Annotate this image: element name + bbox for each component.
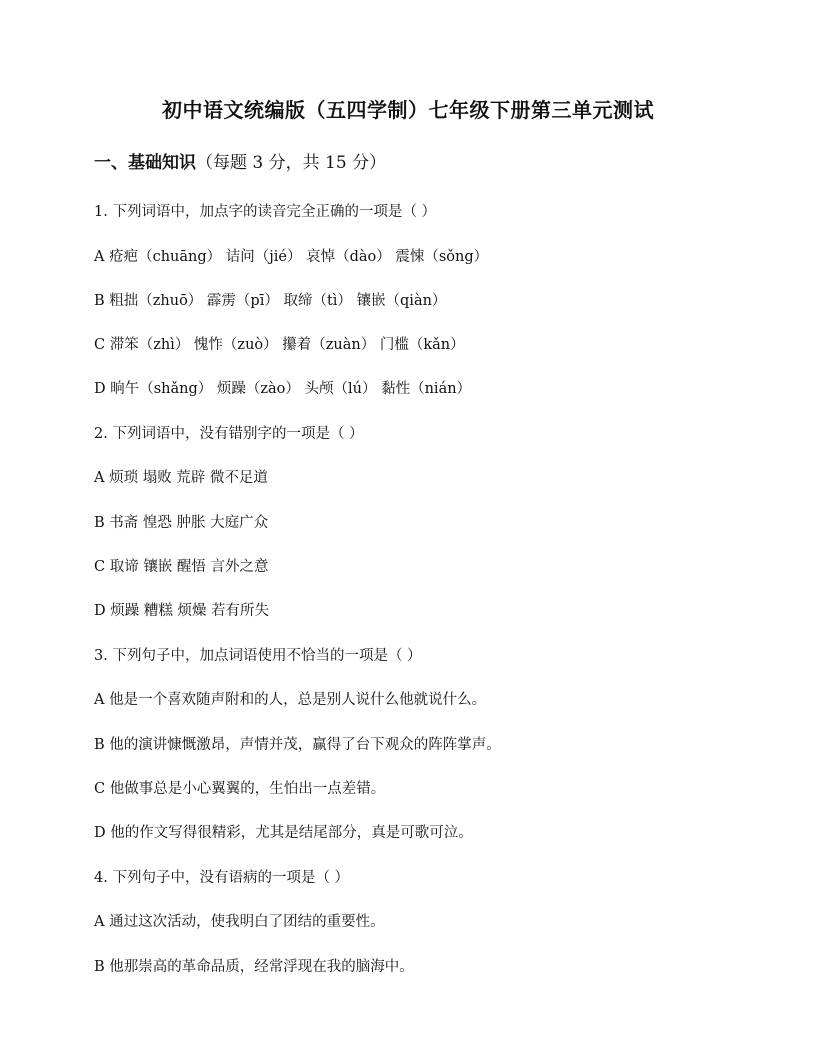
section-heading	[94, 148, 386, 173]
question-4-option-b: B 他那崇高的革命品质，经常浮现在我的脑海中。	[94, 959, 414, 975]
question-1-option-d: D 晌午（shǎng） 烦躁（zào） 头颅（lú） 黏性（nián）	[94, 381, 472, 397]
question-2-option-b: B 书斋 惶恐 肿胀 大庭广众	[94, 515, 269, 531]
question-2-option-d: D 烦躁 糟糕 烦燥 若有所失	[94, 603, 270, 619]
document-title: 初中语文统编版（五四学制）七年级下册第三单元测试	[162, 98, 654, 122]
section-heading-label: 一、基础知识	[94, 153, 196, 173]
question-3-option-b: B 他的演讲慷慨激昂，声情并茂，赢得了台下观众的阵阵掌声。	[94, 737, 501, 753]
question-1-stem: 1. 下列词语中，加点字的读音完全正确的一项是（ ）	[94, 204, 437, 220]
question-2-stem: 2. 下列词语中，没有错别字的一项是（ ）	[94, 426, 364, 442]
question-1-option-c: C 滞笨（zhì） 愧怍（zuò） 攥着（zuàn） 门槛（kǎn）	[94, 337, 465, 353]
question-4-option-a: A 通过这次活动，使我明白了团结的重要性。	[94, 914, 385, 930]
question-3-stem: 3. 下列句子中，加点词语使用不恰当的一项是（ ）	[94, 648, 422, 664]
section-heading-score-note: （每题 3 分，共 15 分）	[196, 153, 387, 173]
question-1-option-b: B 粗拙（zhuō） 霹雳（pī） 取缔（tì） 镶嵌（qiàn）	[94, 293, 447, 309]
question-3-option-d: D 他的作文写得很精彩，尤其是结尾部分，真是可歌可泣。	[94, 825, 473, 841]
question-1-option-a: A 疮疤（chuāng） 诘问（jié） 哀悼（dào） 震悚（sǒng）	[94, 249, 489, 265]
question-4-stem: 4. 下列句子中，没有语病的一项是（ ）	[94, 870, 350, 886]
question-2-option-a: A 烦琐 塌败 荒辟 微不足道	[94, 470, 268, 486]
question-3-option-c: C 他做事总是小心翼翼的，生怕出一点差错。	[94, 781, 386, 797]
question-3-option-a: A 他是一个喜欢随声附和的人，总是别人说什么他就说什么。	[94, 692, 487, 708]
question-2-option-c: C 取谛 镶嵌 醒悟 言外之意	[94, 559, 269, 575]
